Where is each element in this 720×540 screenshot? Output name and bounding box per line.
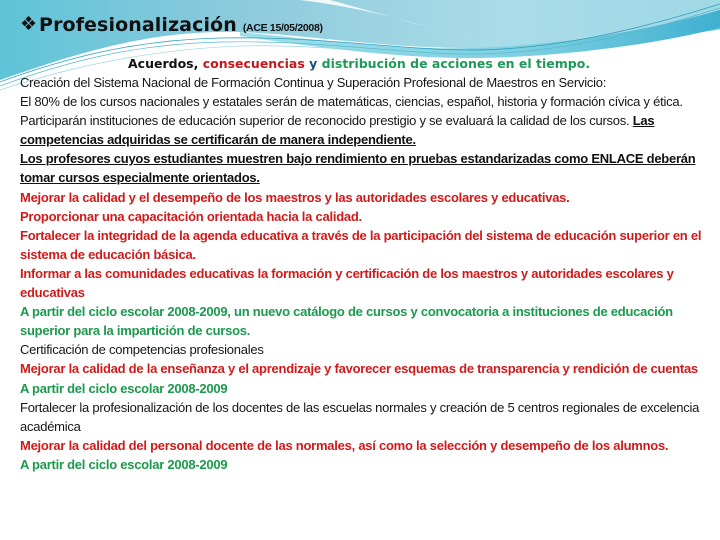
title-date: (ACE 15/05/2008) [242, 22, 323, 34]
slide-subtitle [128, 56, 590, 71]
title-main: Profesionalización [39, 14, 237, 36]
subtitle-distribution: distribución de acciones en el tiempo. [321, 56, 591, 71]
paragraph-capacitacion: Proporcionar una capacitación orientada hacia la calidad. [20, 208, 362, 224]
paragraph-competencias-underlined: Las competencias adquiridas se certificarán de manera independiente. [20, 113, 655, 148]
subtitle-consequences: consecuencias [202, 56, 305, 71]
paragraph-ensenanza: Mejorar la calidad de la enseñanza y el aprendizaje y favorecer esquemas de transparencia y rendición de cuentas [20, 361, 698, 377]
paragraph-informar: Informar a las comunidades educativas la formación y certificación de los maestros y autoridades escolares y educativas [20, 265, 674, 301]
paragraph-personal-docente: Mejorar la calidad del personal docente de las normales, así como la selección y desempeño de los alumnos. [20, 437, 669, 453]
paragraph-instituciones [20, 111, 710, 149]
slide-body [20, 73, 710, 474]
paragraph-ciclo-2: A partir del ciclo escolar 2008-2009 [20, 456, 228, 472]
subtitle-agreements: Acuerdos, [128, 56, 203, 71]
subtitle-and: y [304, 56, 322, 71]
paragraph-cursos-80: El 80% de los cursos nacionales y estatales serán de matemáticas, ciencias, español, historia y formación cívica y ética. [20, 94, 683, 110]
paragraph-ciclo-catalogo: A partir del ciclo escolar 2008-2009, un nuevo catálogo de cursos y convocatoria a instituciones de educación superior para la impartición de cursos. [20, 304, 673, 339]
paragraph-instituciones-text: Participarán instituciones de educación superior de reconocido prestigio y se evaluará la calidad de los cursos. [20, 113, 633, 129]
paragraph-ciclo-1: A partir del ciclo escolar 2008-2009 [20, 380, 228, 396]
paragraph-certificacion: Certificación de competencias profesionales [20, 342, 264, 358]
paragraph-mejorar-maestros: Mejorar la calidad y el desempeño de los maestros y las autoridades escolares y educativas. [20, 189, 570, 205]
paragraph-normales: Fortalecer la profesionalización de los docentes de las escuelas normales y creación de 5 centros regionales de excelencia académica [20, 399, 700, 434]
paragraph-fortalecer-agenda: Fortalecer la integridad de la agenda educativa a través de la participación del sistema de educación superior en el sistema de educación básica. [20, 227, 702, 262]
paragraph-enlace-underlined: Los profesores cuyos estudiantes muestren bajo rendimiento en pruebas estandarizadas como ENLACE deberán tomar cursos especialmente orientados. [20, 151, 696, 186]
diamond-bullet-icon: ❖ [20, 14, 38, 35]
paragraph-sistema-nacional: Creación del Sistema Nacional de Formación Continua y Superación Profesional de Maestros en Servicio: [20, 75, 607, 90]
slide-title [20, 14, 323, 37]
